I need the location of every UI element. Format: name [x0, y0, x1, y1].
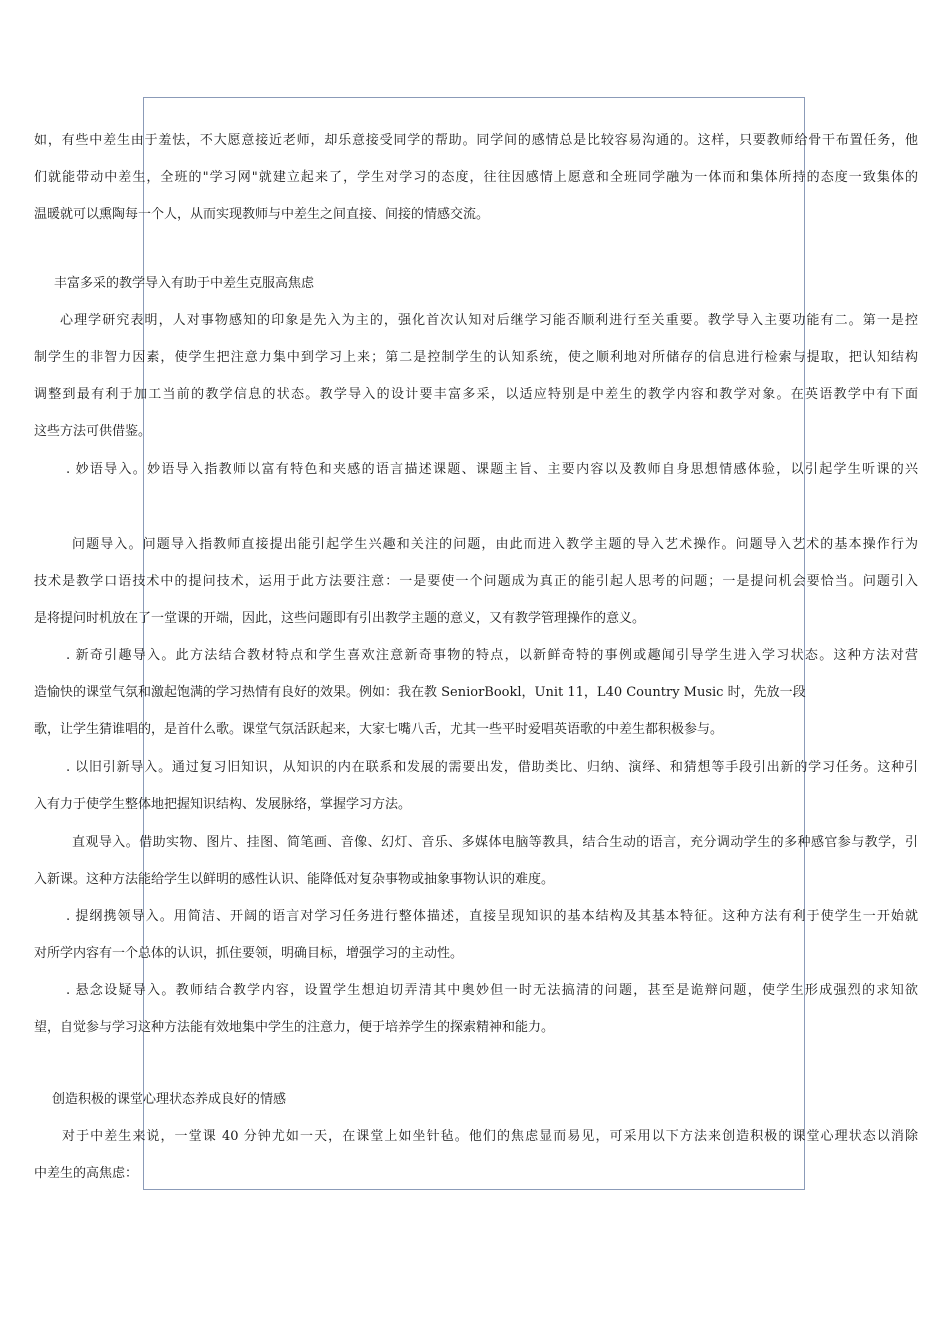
paragraph-line: 制学生的非智力因素，使学生把注意力集中到学习上来；第二是控制学生的认知系统，使之顺利地对所储存的信息进行检索与提取，把认知结构: [34, 350, 918, 365]
list-item-line: . 提纲携领导入。用简洁、开阔的语言对学习任务进行整体描述，直接呈现知识的基本结构及其基本特征。这种方法有利于使学生一开始就: [66, 909, 918, 924]
section-heading: 创造积极的课堂心理状态养成良好的情感: [52, 1092, 287, 1107]
intro-line: 们就能带动中差生，全班的"学习网"就建立起来了，学生对学习的态度，往往因感情上愿意和全班同学融为一体而和集体所持的态度一致集体的: [34, 170, 918, 185]
paragraph-line: 这些方法可供借鉴。: [34, 424, 152, 439]
list-item-line: 望，自觉参与学习这种方法能有效地集中学生的注意力，便于培养学生的探索精神和能力。: [34, 1020, 555, 1035]
list-item-line: 技术是教学口语技术中的提问技术，运用于此方法要注意：一是要使一个问题成为真正的能引起人思考的问题；一是提问机会要恰当。问题引入: [34, 574, 918, 589]
paragraph-line: 中差生的高焦虑：: [34, 1166, 139, 1181]
section-heading: 丰富多采的教学导入有助于中差生克服高焦虑: [54, 276, 315, 291]
list-item-line: . 悬念设疑导入。教师结合教学内容，设置学生想迫切弄清其中奥妙但一时无法搞清的问题，甚至是诡辩问题，使学生形成强烈的求知欲: [66, 983, 918, 998]
intro-line: 如，有些中差生由于羞怯，不大愿意接近老师，却乐意接受同学的帮助。同学间的感情总是比较容易沟通的。这样，只要教师给骨干布置任务，他: [34, 133, 918, 148]
list-item-line: 歌，让学生猜谁唱的，是首什么歌。课堂气氛活跃起来，大家七嘴八舌，尤其一些平时爱唱英语歌的中差生都积极参与。: [34, 722, 724, 737]
list-item-line: . 新奇引趣导入。此方法结合教材特点和学生喜欢注意新奇事物的特点，以新鲜奇特的事例或趣闻引导学生进入学习状态。这种方法对营: [66, 648, 918, 663]
paragraph-line: 心理学研究表明，人对事物感知的印象是先入为主的，强化首次认知对后继学习能否顺利进行至关重要。教学导入主要功能有二。第一是控: [60, 313, 918, 328]
list-item-line: . 以旧引新导入。通过复习旧知识，从知识的内在联系和发展的需要出发，借助类比、归纳、演绎、和猜想等手段引出新的学习任务。这种引: [66, 760, 918, 775]
paragraph-line: 调整到最有利于加工当前的教学信息的状态。教学导入的设计要丰富多采，以适应特别是中差生的教学内容和教学对象。在英语教学中有下面: [34, 387, 918, 402]
list-item-line: 入新课。这种方法能给学生以鲜明的感性认识、能降低对复杂事物或抽象事物认识的难度。: [34, 872, 555, 887]
list-item-line: 是将提问时机放在了一堂课的开端，因此，这些问题即有引出教学主题的意义，又有教学管理操作的意义。: [34, 611, 646, 626]
paragraph-line: 对于中差生来说，一堂课 40 分钟尤如一天，在课堂上如坐针毡。他们的焦虑显而易见，可采用以下方法来创造积极的课堂心理状态以消除: [62, 1129, 918, 1144]
list-item-line: 入有力于使学生整体地把握知识结构、发展脉络，掌握学习方法。: [34, 797, 412, 812]
list-item-line: 问题导入。问题导入指教师直接提出能引起学生兴趣和关注的问题，由此而进入教学主题的导入艺术操作。问题导入艺术的基本操作行为: [72, 537, 918, 552]
list-item-line: . 妙语导入。妙语导入指教师以富有特色和夹感的语言描述课题、课题主旨、主要内容以及教师自身思想情感体验，以引起学生听课的兴: [66, 462, 918, 477]
list-item-line: 造愉快的课堂气氛和激起饱满的学习热情有良好的效果。例如：我在教 SeniorBookl，Unit 11，L40 Country Music 时，先放一段: [34, 685, 806, 700]
list-item-line: 对所学内容有一个总体的认识，抓住要领，明确目标，增强学习的主动性。: [34, 946, 464, 961]
intro-line: 温暖就可以熏陶每一个人，从而实现教师与中差生之间直接、间接的情感交流。: [34, 207, 490, 222]
list-item-line: 直观导入。借助实物、图片、挂图、简笔画、音像、幻灯、音乐、多媒体电脑等教具，结合生动的语言，充分调动学生的多种感官参与教学，引: [72, 835, 918, 850]
